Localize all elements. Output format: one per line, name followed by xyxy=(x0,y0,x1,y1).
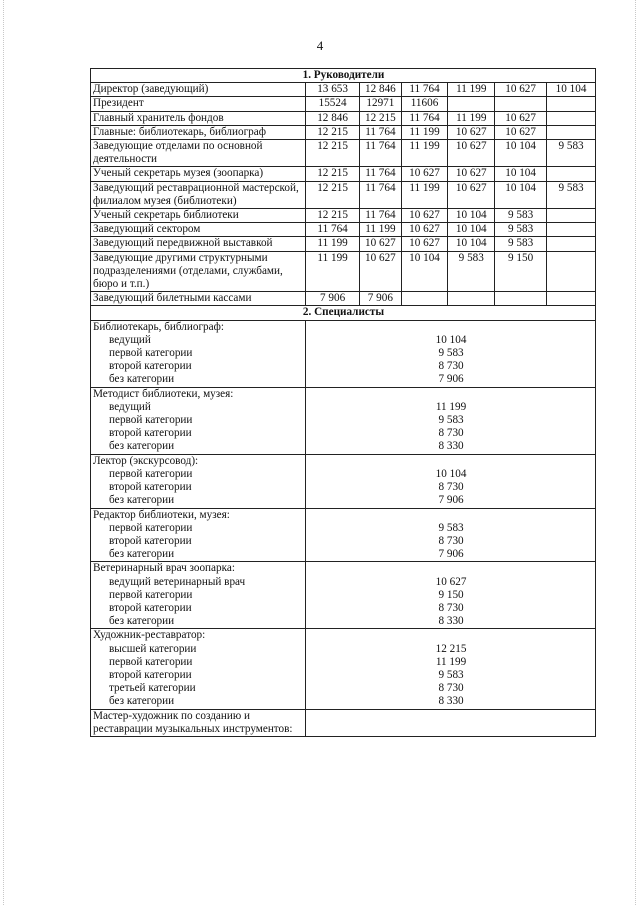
specialist-category-row xyxy=(91,602,596,615)
specialist-group-label: Ветеринарный врач зоопарка: xyxy=(91,562,306,576)
category-label: без категории xyxy=(91,494,306,508)
salary-cell: 10 627 xyxy=(495,111,547,125)
salary-value: 9 150 xyxy=(306,589,596,602)
salary-cell: 9 583 xyxy=(495,223,547,237)
specialist-category-row xyxy=(91,589,596,602)
salary-cell xyxy=(448,97,495,111)
empty-salary-cell xyxy=(306,454,596,468)
salary-cell xyxy=(448,292,495,306)
specialist-group-label: Библиотекарь, библиограф: xyxy=(91,320,306,334)
empty-salary-cell xyxy=(306,629,596,643)
position-label: Ученый секретарь библиотеки xyxy=(91,209,306,223)
salary-cell: 11 764 xyxy=(401,83,448,97)
salary-cell xyxy=(547,237,596,251)
manager-row xyxy=(91,97,596,111)
salary-value: 7 906 xyxy=(306,548,596,562)
category-label: первой категории xyxy=(91,414,306,427)
category-label: второй категории xyxy=(91,360,306,373)
position-label: Президент xyxy=(91,97,306,111)
empty-salary-cell xyxy=(306,387,596,401)
specialist-group-row xyxy=(91,629,596,643)
salary-cell: 10 627 xyxy=(495,125,547,139)
salary-cell: 12 215 xyxy=(306,209,360,223)
salary-cell xyxy=(547,209,596,223)
specialist-group-row xyxy=(91,454,596,468)
manager-row xyxy=(91,83,596,97)
salary-value: 8 730 xyxy=(306,360,596,373)
salary-cell: 9 583 xyxy=(495,209,547,223)
salary-cell: 10 627 xyxy=(448,181,495,208)
salary-value: 10 104 xyxy=(306,334,596,347)
specialist-category-row xyxy=(91,360,596,373)
salary-cell xyxy=(547,167,596,181)
category-label: третьей категории xyxy=(91,682,306,695)
manager-row xyxy=(91,209,596,223)
specialist-category-row xyxy=(91,373,596,387)
salary-cell: 11 199 xyxy=(401,181,448,208)
salary-table-body xyxy=(91,69,596,737)
salary-cell: 10 627 xyxy=(401,223,448,237)
salary-cell: 7 906 xyxy=(306,292,360,306)
category-label: первой категории xyxy=(91,347,306,360)
salary-value: 7 906 xyxy=(306,494,596,508)
position-label: Заведующий реставрационной мастерской, филиалом музея (библиотеки) xyxy=(91,181,306,208)
category-label: второй категории xyxy=(91,602,306,615)
salary-cell: 10 104 xyxy=(448,209,495,223)
specialist-category-row xyxy=(91,334,596,347)
category-label: первой категории xyxy=(91,656,306,669)
category-label: без категории xyxy=(91,615,306,629)
manager-row xyxy=(91,223,596,237)
specialist-group-label: Лектор (экскурсовод): xyxy=(91,454,306,468)
salary-cell: 10 104 xyxy=(495,181,547,208)
specialist-category-row xyxy=(91,656,596,669)
salary-cell: 11 199 xyxy=(448,83,495,97)
salary-cell xyxy=(547,292,596,306)
salary-cell: 12 846 xyxy=(360,83,402,97)
specialist-category-row xyxy=(91,522,596,535)
specialist-group-row xyxy=(91,387,596,401)
category-label: без категории xyxy=(91,440,306,454)
salary-value: 11 199 xyxy=(306,401,596,414)
salary-cell: 10 627 xyxy=(448,140,495,167)
position-label: Заведующий передвижной выставкой xyxy=(91,237,306,251)
section-title-specialists: 2. Специалисты xyxy=(91,306,596,320)
category-label: первой категории xyxy=(91,589,306,602)
category-label: высшей категории xyxy=(91,643,306,656)
category-label: без категории xyxy=(91,373,306,387)
manager-row xyxy=(91,292,596,306)
salary-cell: 11 764 xyxy=(360,167,402,181)
category-label: ведущий xyxy=(91,401,306,414)
position-label: Главный хранитель фондов xyxy=(91,111,306,125)
salary-cell: 9 583 xyxy=(495,237,547,251)
salary-value: 9 583 xyxy=(306,347,596,360)
salary-cell: 11 199 xyxy=(401,140,448,167)
salary-cell: 11 199 xyxy=(306,251,360,292)
specialist-category-row xyxy=(91,468,596,481)
specialist-group-label: Методист библиотеки, музея: xyxy=(91,387,306,401)
salary-value: 8 330 xyxy=(306,615,596,629)
margin-guide-left xyxy=(3,0,5,905)
specialist-category-row xyxy=(91,427,596,440)
specialist-category-row xyxy=(91,643,596,656)
manager-row xyxy=(91,237,596,251)
margin-guide-right xyxy=(635,0,637,905)
category-label: ведущий xyxy=(91,334,306,347)
salary-cell: 10 104 xyxy=(547,83,596,97)
manager-row xyxy=(91,167,596,181)
salary-cell: 12 215 xyxy=(306,167,360,181)
salary-value: 10 104 xyxy=(306,468,596,481)
category-label: первой категории xyxy=(91,522,306,535)
salary-value: 8 330 xyxy=(306,695,596,709)
salary-cell: 10 104 xyxy=(448,223,495,237)
salary-cell: 10 627 xyxy=(401,167,448,181)
section-heading-row xyxy=(91,306,596,320)
specialist-group-label: Художник-реставратор: xyxy=(91,629,306,643)
salary-cell: 12 846 xyxy=(306,111,360,125)
specialist-category-row xyxy=(91,576,596,589)
section-title-managers: 1. Руководители xyxy=(91,69,596,83)
category-label: второй категории xyxy=(91,669,306,682)
salary-cell: 10 627 xyxy=(448,167,495,181)
salary-cell: 10 627 xyxy=(401,209,448,223)
salary-cell: 10 627 xyxy=(401,237,448,251)
salary-cell: 9 583 xyxy=(547,181,596,208)
salary-cell: 10 627 xyxy=(360,237,402,251)
salary-cell xyxy=(547,111,596,125)
salary-cell: 11 199 xyxy=(360,223,402,237)
manager-row xyxy=(91,181,596,208)
empty-salary-cell xyxy=(306,709,596,736)
salary-cell xyxy=(401,292,448,306)
salary-cell xyxy=(547,125,596,139)
specialist-category-row xyxy=(91,494,596,508)
salary-value: 8 730 xyxy=(306,682,596,695)
category-label: второй категории xyxy=(91,535,306,548)
specialist-category-row xyxy=(91,682,596,695)
salary-cell: 13 653 xyxy=(306,83,360,97)
salary-cell: 11 764 xyxy=(306,223,360,237)
salary-cell: 11606 xyxy=(401,97,448,111)
specialist-group-row xyxy=(91,320,596,334)
specialist-group-row xyxy=(91,562,596,576)
salary-cell xyxy=(547,223,596,237)
salary-cell: 15524 xyxy=(306,97,360,111)
specialist-group-label: Мастер-художник по созданию и реставрации музыкальных инструментов: xyxy=(91,709,306,736)
section-heading-row xyxy=(91,69,596,83)
specialist-group-row xyxy=(91,709,596,736)
position-label: Директор (заведующий) xyxy=(91,83,306,97)
empty-salary-cell xyxy=(306,508,596,522)
category-label: без категории xyxy=(91,548,306,562)
salary-table xyxy=(90,68,596,737)
position-label: Заведующие другими структурными подразделениями (отделами, службами, бюро и т.п.) xyxy=(91,251,306,292)
empty-salary-cell xyxy=(306,320,596,334)
salary-cell: 9 150 xyxy=(495,251,547,292)
salary-value: 9 583 xyxy=(306,522,596,535)
position-label: Главные: библиотекарь, библиограф xyxy=(91,125,306,139)
specialist-category-row xyxy=(91,440,596,454)
page-number: 4 xyxy=(316,38,324,53)
specialist-category-row xyxy=(91,401,596,414)
specialist-category-row xyxy=(91,414,596,427)
manager-row xyxy=(91,251,596,292)
salary-cell: 10 627 xyxy=(495,83,547,97)
specialist-group-row xyxy=(91,508,596,522)
salary-value: 7 906 xyxy=(306,373,596,387)
salary-cell: 11 764 xyxy=(360,209,402,223)
manager-row xyxy=(91,125,596,139)
salary-cell: 11 199 xyxy=(448,111,495,125)
salary-value: 8 330 xyxy=(306,440,596,454)
salary-cell xyxy=(495,97,547,111)
salary-cell: 12 215 xyxy=(306,140,360,167)
category-label: ведущий ветеринарный врач xyxy=(91,576,306,589)
category-label: второй категории xyxy=(91,481,306,494)
salary-cell: 11 764 xyxy=(360,181,402,208)
specialist-category-row xyxy=(91,669,596,682)
manager-row xyxy=(91,140,596,167)
salary-cell: 11 199 xyxy=(306,237,360,251)
salary-cell: 9 583 xyxy=(547,140,596,167)
position-label: Ученый секретарь музея (зоопарка) xyxy=(91,167,306,181)
salary-cell: 11 764 xyxy=(401,111,448,125)
salary-cell: 10 104 xyxy=(495,140,547,167)
position-label: Заведующие отделами по основной деятельности xyxy=(91,140,306,167)
salary-cell: 12 215 xyxy=(306,125,360,139)
manager-row xyxy=(91,111,596,125)
salary-cell xyxy=(547,97,596,111)
salary-value: 8 730 xyxy=(306,602,596,615)
salary-value: 8 730 xyxy=(306,535,596,548)
category-label: без категории xyxy=(91,695,306,709)
category-label: первой категории xyxy=(91,468,306,481)
salary-cell xyxy=(495,292,547,306)
salary-cell: 10 104 xyxy=(448,237,495,251)
salary-value: 8 730 xyxy=(306,427,596,440)
salary-value: 11 199 xyxy=(306,656,596,669)
salary-cell: 12971 xyxy=(360,97,402,111)
position-label: Заведующий билетными кассами xyxy=(91,292,306,306)
salary-value: 9 583 xyxy=(306,414,596,427)
specialist-category-row xyxy=(91,535,596,548)
salary-value: 12 215 xyxy=(306,643,596,656)
salary-cell: 10 104 xyxy=(495,167,547,181)
salary-value: 8 730 xyxy=(306,481,596,494)
specialist-group-label: Редактор библиотеки, музея: xyxy=(91,508,306,522)
salary-cell: 11 764 xyxy=(360,140,402,167)
specialist-category-row xyxy=(91,548,596,562)
empty-salary-cell xyxy=(306,562,596,576)
salary-cell: 7 906 xyxy=(360,292,402,306)
specialist-category-row xyxy=(91,695,596,709)
salary-value: 10 627 xyxy=(306,576,596,589)
specialist-category-row xyxy=(91,481,596,494)
category-label: второй категории xyxy=(91,427,306,440)
salary-value: 9 583 xyxy=(306,669,596,682)
salary-cell: 12 215 xyxy=(360,111,402,125)
salary-cell: 10 627 xyxy=(448,125,495,139)
salary-cell: 10 627 xyxy=(360,251,402,292)
salary-cell xyxy=(547,251,596,292)
salary-cell: 11 199 xyxy=(401,125,448,139)
specialist-category-row xyxy=(91,615,596,629)
salary-cell: 10 104 xyxy=(401,251,448,292)
salary-cell: 12 215 xyxy=(306,181,360,208)
position-label: Заведующий сектором xyxy=(91,223,306,237)
specialist-category-row xyxy=(91,347,596,360)
salary-cell: 9 583 xyxy=(448,251,495,292)
salary-cell: 11 764 xyxy=(360,125,402,139)
